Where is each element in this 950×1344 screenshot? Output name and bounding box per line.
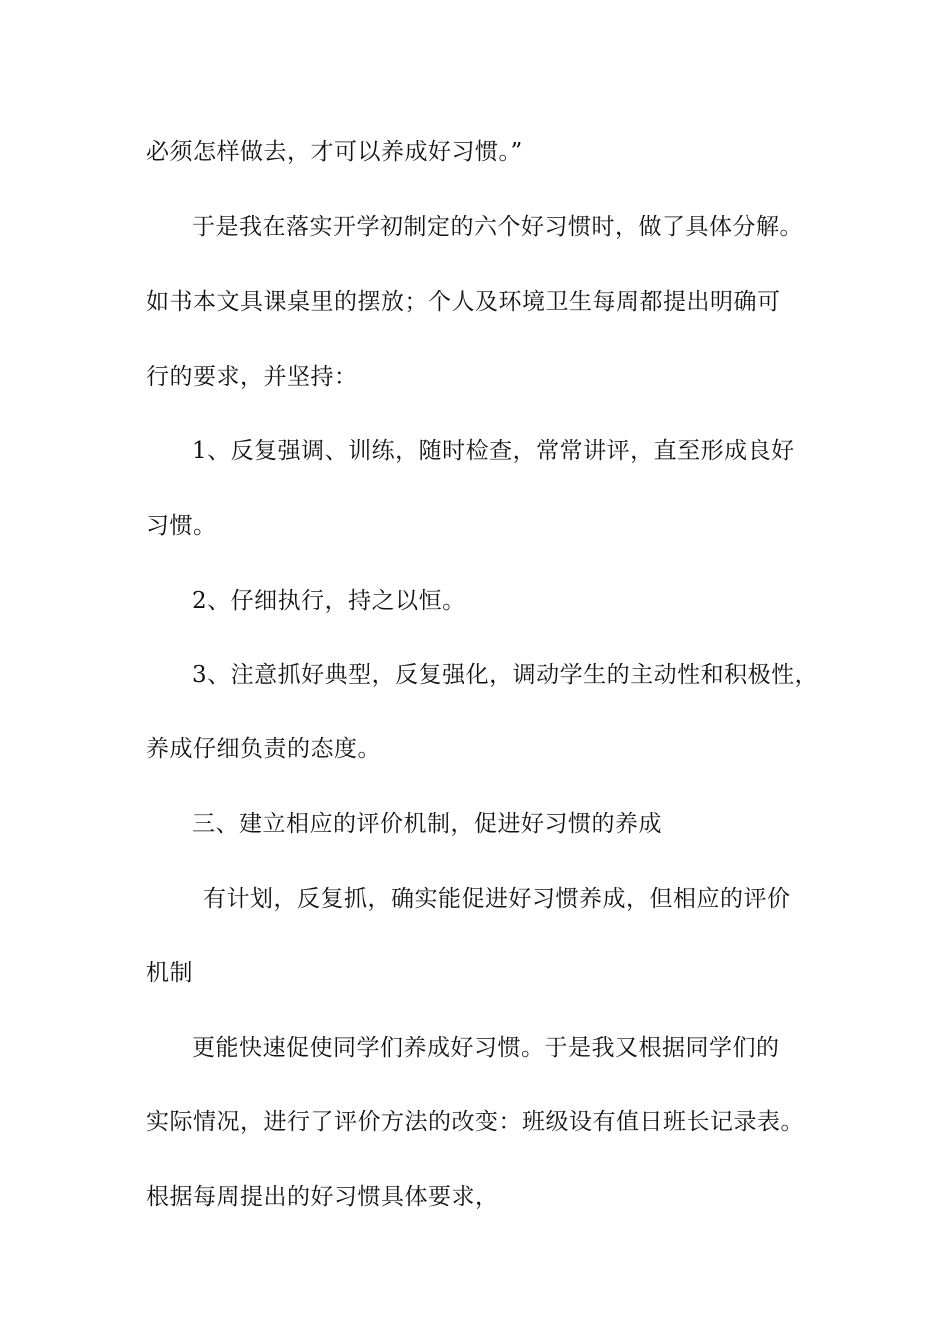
text-line: 更能快速促使同学们养成好习惯。于是我又根据同学们的 [192, 1035, 780, 1061]
text-line: 实际情况，进行了评价方法的改变：班级设有值日班长记录表。 [146, 1109, 804, 1135]
text-line: 必须怎样做去，才可以养成好习惯。” [146, 139, 523, 165]
text-line: 机制 [146, 960, 193, 986]
text-line: 1、反复强调、训练，随时检查，常常讲评，直至形成良好 [192, 438, 795, 464]
text-line: 3、注意抓好典型，反复强化，调动学生的主动性和积极性， [192, 662, 819, 688]
text-line: 习惯。 [146, 513, 217, 539]
section-heading: 三、建立相应的评价机制，促进好习惯的养成 [192, 811, 662, 837]
text-line: 行的要求，并坚持： [146, 364, 358, 390]
text-line: 有计划，反复抓，确实能促进好习惯养成，但相应的评价 [203, 886, 791, 912]
text-line: 养成仔细负责的态度。 [146, 736, 381, 762]
text-line: 如书本文具课桌里的摆放；个人及环境卫生每周都提出明确可 [146, 289, 781, 315]
text-line: 根据每周提出的好习惯具体要求， [146, 1184, 499, 1210]
text-line: 2、仔细执行，持之以恒。 [192, 588, 466, 614]
text-line: 于是我在落实开学初制定的六个好习惯时，做了具体分解。 [192, 214, 803, 240]
